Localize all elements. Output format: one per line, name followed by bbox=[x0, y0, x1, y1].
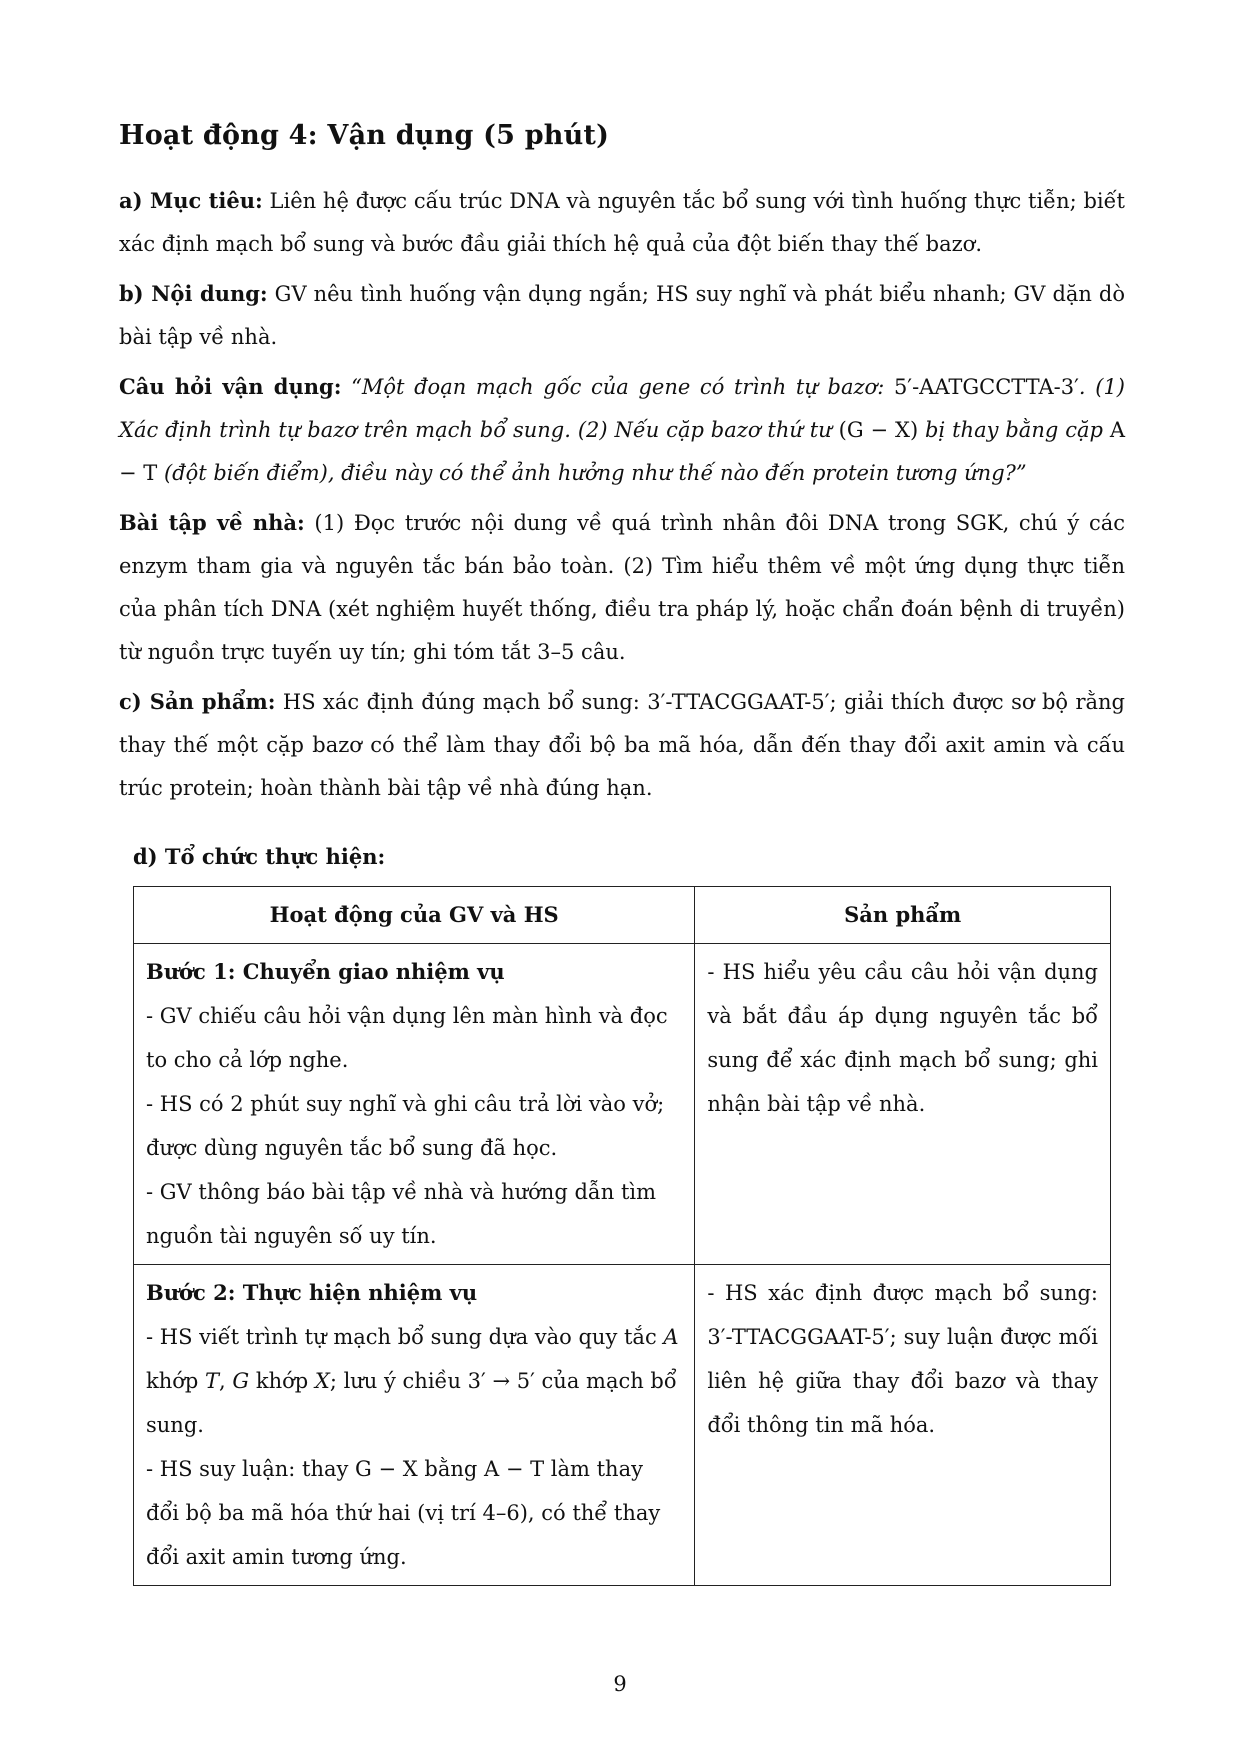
objective-paragraph bbox=[119, 179, 1125, 266]
step2-title: Bước 2: Thực hiện nhiệm vụ bbox=[146, 1280, 478, 1306]
header-activity: Hoạt động của GV và HS bbox=[134, 887, 695, 944]
step1-product-cell: - HS hiểu yêu cầu câu hỏi vận dụng và bắt đầu áp dụng nguyên tắc bổ sung để xác định mạch bổ sung; ghi nhận bài tập về nhà. bbox=[695, 944, 1111, 1265]
step1-line-1: - GV chiếu câu hỏi vận dụng lên màn hình và đọc to cho cả lớp nghe. bbox=[146, 1004, 668, 1073]
base-g: G bbox=[232, 1369, 250, 1394]
step2-line-1 bbox=[146, 1315, 682, 1447]
step2-line-1-part: - HS viết trình tự mạch bổ sung dựa vào quy tắc bbox=[146, 1325, 664, 1350]
product-label: c) Sản phẩm: bbox=[119, 689, 276, 715]
objective-label: a) Mục tiêu: bbox=[119, 188, 263, 214]
homework-text: (1) Đọc trước nội dung về quá trình nhân đôi DNA trong SGK, chú ý các enzym tham gia và nguyên tắc bán bảo toàn. (2) Tìm hiểu thêm về một ứng dụng thực tiễn của phân tích DNA (xét nghiệm huyết thống, điều tra pháp lý, hoặc chẩn đoán bệnh di truyền) từ nguồn trực tuyến uy tín; ghi tóm tắt 3–5 câu. bbox=[119, 511, 1125, 665]
product-text: HS xác định đúng mạch bổ sung: 3′-TTACGGAAT-5′; giải thích được sơ bộ rằng thay thế một cặp bazơ có thể làm thay đổi bộ ba mã hóa, dẫn đến thay đổi axit amin và cấu trúc protein; hoàn thành bài tập về nhà đúng hạn. bbox=[119, 690, 1125, 801]
step2-activity-cell bbox=[134, 1265, 695, 1586]
step2-line-1-part: khớp bbox=[146, 1369, 206, 1394]
page-content bbox=[119, 118, 1125, 1586]
question-pair-2: A − T bbox=[119, 418, 1125, 486]
objective-text: Liên hệ được cấu trúc DNA và nguyên tắc bổ sung với tình huống thực tiễn; biết xác định mạch bổ sung và bước đầu giải thích hệ quả của đột biến thay thế bazơ. bbox=[119, 189, 1125, 257]
step2-line-1-part: ; lưu ý chiều 3′ → 5′ của mạch bổ sung. bbox=[146, 1369, 677, 1438]
step2-line-1-part: , bbox=[219, 1369, 233, 1394]
activity-table bbox=[133, 886, 1111, 1586]
question-text-1: “Một đoạn mạch gốc của gene có trình tự bazơ: bbox=[341, 375, 894, 400]
product-paragraph bbox=[119, 680, 1125, 810]
question-text-2: . (1) Xác định trình tự bazơ trên mạch bổ sung. (2) Nếu cặp bazơ thứ tư bbox=[119, 375, 1126, 443]
step1-activity-cell bbox=[134, 944, 695, 1265]
content-paragraph bbox=[119, 272, 1125, 359]
table-row bbox=[134, 1265, 1111, 1586]
step1-line-3: - GV thông báo bài tập về nhà và hướng dẫn tìm nguồn tài nguyên số uy tín. bbox=[146, 1180, 657, 1249]
question-sequence: 5′-AATGCCTTA-3′ bbox=[893, 375, 1079, 400]
question-label: Câu hỏi vận dụng: bbox=[119, 374, 342, 400]
base-a: A bbox=[663, 1325, 679, 1350]
question-text-3: bị thay bằng cặp bbox=[918, 418, 1110, 443]
content-text: GV nêu tình huống vận dụng ngắn; HS suy nghĩ và phát biểu nhanh; GV dặn dò bài tập về nhà. bbox=[119, 282, 1126, 350]
content-label: b) Nội dung: bbox=[119, 281, 268, 307]
activity-heading: Hoạt động 4: Vận dụng (5 phút) bbox=[119, 120, 610, 151]
step2-line-1-part: khớp bbox=[249, 1369, 315, 1394]
table-header-row bbox=[134, 887, 1111, 944]
question-pair-1: (G − X) bbox=[838, 418, 919, 443]
table-row bbox=[134, 944, 1111, 1265]
step1-line-2: - HS có 2 phút suy nghĩ và ghi câu trả lời vào vở; được dùng nguyên tắc bổ sung đã học. bbox=[146, 1092, 665, 1161]
homework-paragraph bbox=[119, 501, 1125, 674]
page-number: 9 bbox=[613, 1672, 627, 1696]
homework-label: Bài tập về nhà: bbox=[119, 510, 305, 536]
organization-heading: d) Tổ chức thực hiện: bbox=[133, 844, 386, 870]
step2-line-2: - HS suy luận: thay G − X bằng A − T làm thay đổi bộ ba mã hóa thứ hai (vị trí 4–6), có thể thay đổi axit amin tương ứng. bbox=[146, 1457, 661, 1570]
header-product: Sản phẩm bbox=[695, 887, 1111, 944]
step2-product-cell: - HS xác định được mạch bổ sung: 3′-TTACGGAAT-5′; suy luận được mối liên hệ giữa thay đổi bazơ và thay đổi thông tin mã hóa. bbox=[695, 1265, 1111, 1586]
base-x: X bbox=[314, 1369, 330, 1394]
step1-title: Bước 1: Chuyển giao nhiệm vụ bbox=[146, 959, 505, 985]
question-paragraph bbox=[119, 365, 1125, 495]
question-text-4: (đột biến điểm), điều này có thể ảnh hưởng như thế nào đến protein tương ứng?” bbox=[157, 461, 1027, 486]
base-t: T bbox=[205, 1369, 220, 1394]
